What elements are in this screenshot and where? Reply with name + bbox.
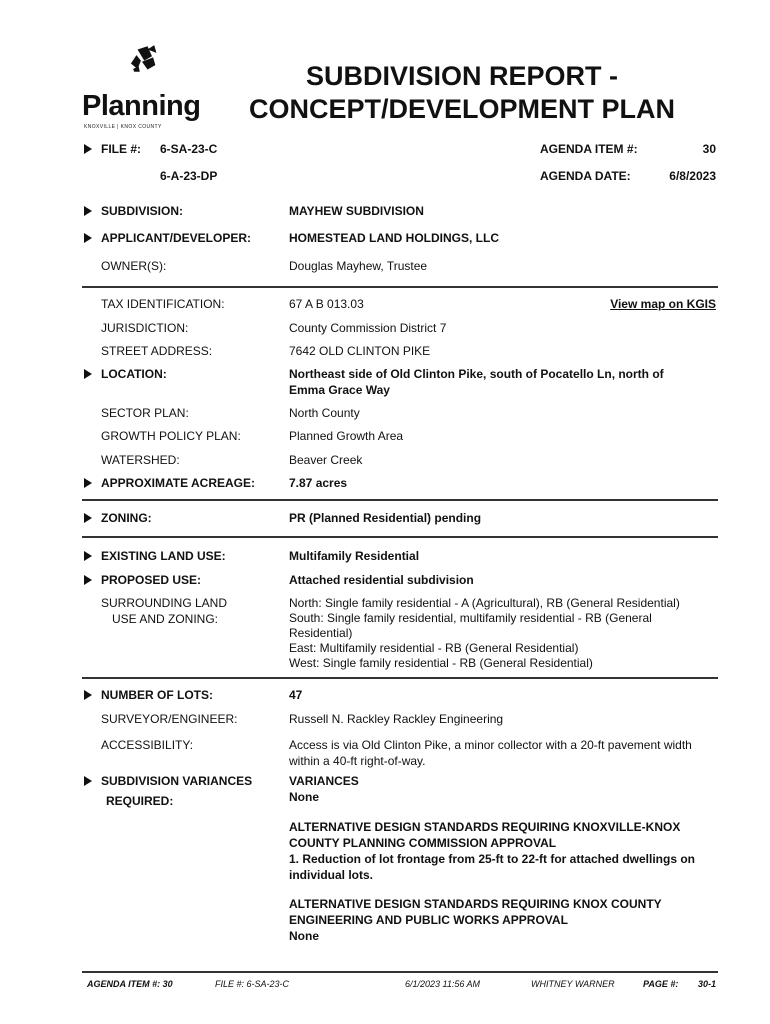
existing-use-label: EXISTING LAND USE: <box>101 549 226 563</box>
surveyor-label: SURVEYOR/ENGINEER: <box>101 712 238 726</box>
agenda-item-label: AGENDA ITEM #: <box>540 142 638 156</box>
variances-value: None <box>289 790 319 804</box>
owner-value: Douglas Mayhew, Trustee <box>289 259 428 273</box>
access-label: ACCESSIBILITY: <box>101 738 194 752</box>
acreage-row <box>0 475 770 491</box>
surrounding-line: North: Single family residential - A (Agricultural), RB (General Residential) <box>289 596 680 610</box>
surveyor-value: Russell N. Rackley Rackley Engineering <box>289 712 504 726</box>
tax-label: TAX IDENTIFICATION: <box>101 297 225 311</box>
growth-label: GROWTH POLICY PLAN: <box>101 429 241 443</box>
surrounding-label-2: USE AND ZONING: <box>112 612 219 626</box>
alt-standards-1-line: ALTERNATIVE DESIGN STANDARDS REQUIRING KNOXVILLE-KNOX <box>289 820 681 834</box>
jurisdiction-value: County Commission District 7 <box>289 321 447 335</box>
variances-label-1: SUBDIVISION VARIANCES <box>101 774 253 788</box>
surrounding-label-1: SURROUNDING LAND <box>101 596 228 610</box>
location-row <box>0 366 770 398</box>
location-line1: Northeast side of Old Clinton Pike, south of Pocatello Ln, north of <box>289 367 664 381</box>
footer-page-label: PAGE #: <box>643 979 679 989</box>
access-row <box>0 737 770 769</box>
kgis-map-link[interactable]: View map on KGIS <box>610 297 716 311</box>
footer-page-value: 30-1 <box>697 979 716 989</box>
footer-divider <box>82 971 718 973</box>
file-label: FILE #: <box>101 142 142 156</box>
applicant-value: HOMESTEAD LAND HOLDINGS, LLC <box>289 231 499 245</box>
sector-row <box>0 405 770 421</box>
file-number-2: 6-A-23-DP <box>160 169 218 183</box>
acreage-value: 7.87 acres <box>289 476 348 490</box>
alt-standards-1-line: COUNTY PLANNING COMMISSION APPROVAL <box>289 836 557 850</box>
zoning-label: ZONING: <box>101 511 152 525</box>
alt-standards-2-line: ALTERNATIVE DESIGN STANDARDS REQUIRING KNOX COUNTY <box>289 897 662 911</box>
subdivision-row <box>0 203 770 219</box>
existing-use-value: Multifamily Residential <box>289 549 420 563</box>
growth-row <box>0 428 770 444</box>
surrounding-line: South: Single family residential, multifamily residential - RB (General <box>289 611 652 625</box>
access-line1: Access is via Old Clinton Pike, a minor collector with a 20-ft pavement width <box>289 738 692 752</box>
street-row <box>0 343 770 359</box>
surveyor-row <box>0 711 770 727</box>
footer-file-number: FILE #: 6-SA-23-C <box>215 979 290 989</box>
footer-agenda-item: AGENDA ITEM #: 30 <box>87 979 173 989</box>
planning-logo-mark <box>82 44 202 94</box>
jurisdiction-row <box>0 320 770 336</box>
variances-section <box>0 773 770 949</box>
agenda-date-label: AGENDA DATE: <box>540 169 631 183</box>
surrounding-line: East: Multifamily residential - RB (General Residential) <box>289 641 579 655</box>
variances-heading: VARIANCES <box>289 774 359 788</box>
bullet-icon <box>84 690 92 700</box>
proposed-use-row <box>0 572 770 588</box>
subdivision-value: MAYHEW SUBDIVISION <box>289 204 424 218</box>
divider <box>82 499 718 501</box>
bullet-icon <box>84 575 92 585</box>
page-title-line2: CONCEPT/DEVELOPMENT PLAN <box>248 94 676 124</box>
footer-datetime: 6/1/2023 11:56 AM <box>405 979 481 989</box>
lots-value: 47 <box>289 688 303 702</box>
logo-subtitle: KNOXVILLE | KNOX COUNTY <box>84 124 162 130</box>
watershed-value: Beaver Creek <box>289 453 363 467</box>
owner-row <box>0 258 770 274</box>
bullet-icon <box>84 233 92 243</box>
divider <box>82 536 718 538</box>
location-line2: Emma Grace Way <box>289 383 390 397</box>
owner-label: OWNER(S): <box>101 259 167 273</box>
growth-value: Planned Growth Area <box>289 429 404 443</box>
tax-row <box>0 296 770 312</box>
lots-label: NUMBER OF LOTS: <box>101 688 213 702</box>
street-value: 7642 OLD CLINTON PIKE <box>289 344 431 358</box>
lots-row <box>0 687 770 703</box>
divider <box>82 677 718 679</box>
surrounding-row <box>0 595 770 673</box>
agenda-date-value: 6/8/2023 <box>669 169 716 183</box>
zoning-row <box>0 510 770 526</box>
surrounding-line: Residential) <box>289 626 353 640</box>
bullet-icon <box>84 144 92 154</box>
bullet-icon <box>84 551 92 561</box>
surrounding-line: West: Single family residential - RB (General Residential) <box>289 656 593 670</box>
alt-standards-2-line: None <box>289 929 319 943</box>
sector-value: North County <box>289 406 360 420</box>
applicant-row <box>0 230 770 246</box>
acreage-label: APPROXIMATE ACREAGE: <box>101 476 256 490</box>
subdivision-label: SUBDIVISION: <box>101 204 184 218</box>
applicant-label: APPLICANT/DEVELOPER: <box>101 231 252 245</box>
file-row-2 <box>0 168 770 184</box>
alt-standards-1-line: individual lots. <box>289 868 374 882</box>
file-number-1: 6-SA-23-C <box>160 142 218 156</box>
page-title-line1: SUBDIVISION REPORT - <box>305 61 619 91</box>
logo-wordmark: Planning <box>82 90 201 122</box>
proposed-use-value: Attached residential subdivision <box>289 573 474 587</box>
variances-label-2: REQUIRED: <box>106 794 174 808</box>
zoning-value: PR (Planned Residential) pending <box>289 511 482 525</box>
proposed-use-label: PROPOSED USE: <box>101 573 202 587</box>
agenda-item-value: 30 <box>702 142 716 156</box>
bullet-icon <box>84 478 92 488</box>
street-label: STREET ADDRESS: <box>101 344 213 358</box>
divider <box>82 286 718 288</box>
alt-standards-2-line: ENGINEERING AND PUBLIC WORKS APPROVAL <box>289 913 568 927</box>
watershed-row <box>0 452 770 468</box>
bullet-icon <box>84 206 92 216</box>
location-label: LOCATION: <box>101 367 167 381</box>
sector-label: SECTOR PLAN: <box>101 406 189 420</box>
access-line2: within a 40-ft right-of-way. <box>289 754 426 768</box>
jurisdiction-label: JURISDICTION: <box>101 321 189 335</box>
tax-value: 67 A B 013.03 <box>289 297 364 311</box>
watershed-label: WATERSHED: <box>101 453 180 467</box>
existing-use-row <box>0 548 770 564</box>
bullet-icon <box>84 513 92 523</box>
alt-standards-1-line: 1. Reduction of lot frontage from 25-ft to 22-ft for attached dwellings on <box>289 852 696 866</box>
bullet-icon <box>84 369 92 379</box>
file-row <box>0 141 770 157</box>
bullet-icon <box>84 776 92 786</box>
footer-author: WHITNEY WARNER <box>531 979 615 989</box>
